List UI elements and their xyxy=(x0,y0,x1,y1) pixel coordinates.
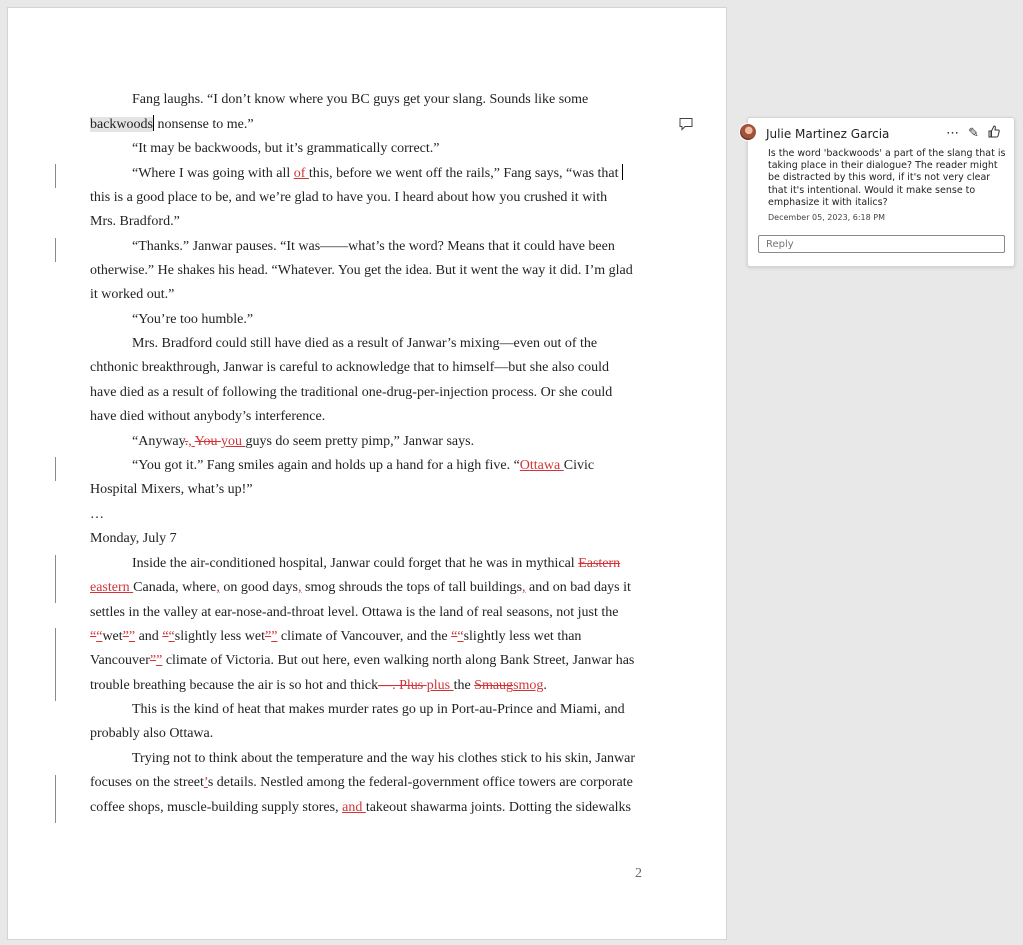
document-line[interactable] xyxy=(132,238,615,256)
reply-input[interactable] xyxy=(758,235,1005,253)
tracked-deletion: You xyxy=(194,434,221,449)
comment-text: Is the word 'backwoods' a part of the slang that is taking place in their dialogue? The reader might be distracted by this word, if it's not very clear that it's intentional. Would it make sense to emphasize it with italics? xyxy=(768,148,1006,208)
text-run: the xyxy=(453,678,475,693)
document-line[interactable] xyxy=(90,774,633,792)
text-run: and on bad days it xyxy=(525,580,631,595)
text-run: and xyxy=(135,629,163,644)
text-run: this, before we went off the rails,” Fang says, “was that xyxy=(308,166,623,181)
text-run: settles in the valley at ear-nose-and-throat level. Ottawa is the land of real seasons, not just the xyxy=(90,605,619,620)
tracked-insertion: ” xyxy=(128,629,136,644)
tracked-deletion: “ xyxy=(451,629,458,644)
text-run: Fang laughs. “I don’t know where you BC guys get your slang. Sounds like some xyxy=(132,92,589,107)
document-page[interactable] xyxy=(8,8,726,939)
tracked-insertion: ” xyxy=(271,629,278,644)
tracked-deletion: ” xyxy=(122,629,129,644)
text-run: coffee shops, muscle-building supply stores, xyxy=(90,800,343,815)
text-run: nonsense to me.” xyxy=(154,117,254,132)
text-run: Trying not to think about the temperature and the way his clothes stick to his skin, Janwar xyxy=(132,751,636,766)
text-run: Vancouver xyxy=(90,653,150,668)
document-line[interactable] xyxy=(132,750,635,768)
comment-actions xyxy=(946,125,1000,142)
text-run: Canada, where xyxy=(133,580,217,595)
text-run: takeout shawarma joints. Dotting the sidewalks xyxy=(365,800,632,815)
page-number: 2 xyxy=(635,866,642,881)
text-run: climate of Vancouver, and the xyxy=(277,629,452,644)
tracked-insertion: you xyxy=(220,434,246,449)
tracked-insertion: , xyxy=(522,580,526,595)
avatar xyxy=(740,124,756,140)
text-run: Mrs. Bradford.” xyxy=(90,214,180,229)
text-run: “Where I was going with all xyxy=(132,166,294,181)
text-run: Monday, July 7 xyxy=(90,531,177,546)
text-run: focuses on the street xyxy=(90,775,204,790)
text-run: have died as a result of following the traditional one-drug-per-injection process. Or she could xyxy=(90,385,613,400)
document-line[interactable] xyxy=(90,359,609,377)
text-run: slightly less wet than xyxy=(463,629,582,644)
text-run: on good days xyxy=(219,580,299,595)
text-cursor xyxy=(622,164,623,180)
text-run: otherwise.” He shakes his head. “Whatever. You get the idea. But it went the way it did. I’m glad xyxy=(90,263,633,278)
more-options-icon[interactable]: ⋯ xyxy=(946,125,960,141)
like-icon[interactable] xyxy=(988,125,1000,142)
document-line[interactable] xyxy=(90,115,254,134)
text-run: “You got it.” Fang smiles again and holds up a hand for a high five. “ xyxy=(132,458,520,473)
edit-icon[interactable]: ✎ xyxy=(968,125,979,141)
text-run: guys do seem pretty pimp,” Janwar says. xyxy=(245,434,475,449)
tracked-insertion: “ xyxy=(96,629,103,644)
document-line[interactable] xyxy=(132,140,440,158)
text-run: Civic xyxy=(563,458,595,473)
text-run: chthonic breakthrough, Janwar is careful to acknowledge that to himself—but she also could xyxy=(90,360,610,375)
document-line[interactable] xyxy=(90,506,104,524)
text-run: … xyxy=(90,507,104,522)
document-line[interactable] xyxy=(90,189,607,207)
text-run: smog shrouds the tops of tall buildings xyxy=(301,580,523,595)
text-run: This is the kind of heat that makes murder rates go up in Port-au-Prince and Miami, and xyxy=(132,702,625,717)
tracked-insertion: , xyxy=(298,580,302,595)
document-line[interactable] xyxy=(132,164,623,183)
tracked-deletion: Smaug xyxy=(474,678,514,693)
tracked-insertion: Ottawa xyxy=(519,458,564,473)
document-line[interactable] xyxy=(90,408,325,426)
text-run: slightly less wet xyxy=(174,629,265,644)
text-run: probably also Ottawa. xyxy=(90,726,214,741)
document-line[interactable] xyxy=(90,530,177,548)
text-run: Hospital Mixers, what’s up!” xyxy=(90,482,253,497)
tracked-insertion: plus xyxy=(426,678,454,693)
comment-timestamp: December 05, 2023, 6:18 PM xyxy=(768,213,885,222)
change-bar xyxy=(55,555,56,603)
document-line[interactable] xyxy=(90,262,633,280)
change-bar xyxy=(55,775,56,823)
text-run: have died without anybody’s interference. xyxy=(90,409,326,424)
document-line[interactable] xyxy=(90,628,581,646)
text-run: wet xyxy=(102,629,123,644)
comment-author: Julie Martinez Garcia xyxy=(766,127,890,141)
document-line[interactable] xyxy=(132,457,594,475)
document-line[interactable] xyxy=(90,799,631,817)
tracked-insertion: eastern xyxy=(90,580,134,595)
text-run: this is a good place to be, and we’re glad to have you. I heard about how you crushed it with xyxy=(90,190,608,205)
text-run: Inside the air-conditioned hospital, Janwar could forget that he was in mythical xyxy=(132,556,579,571)
text-run: . xyxy=(543,678,547,693)
text-run: trouble breathing because the air is so hot and thick xyxy=(90,678,379,693)
tracked-deletion: “ xyxy=(162,629,169,644)
comment-card[interactable] xyxy=(747,117,1015,267)
document-line[interactable] xyxy=(132,555,620,573)
document-line[interactable] xyxy=(132,701,625,719)
tracked-deletion: —. Plus xyxy=(378,678,427,693)
tracked-insertion: ’ xyxy=(203,775,208,790)
document-line[interactable] xyxy=(90,579,631,597)
tracked-deletion: . xyxy=(184,434,189,449)
commented-text: backwoods xyxy=(90,117,153,132)
text-run: it worked out.” xyxy=(90,287,175,302)
change-bar xyxy=(55,238,56,262)
tracked-insertion: and xyxy=(342,800,366,815)
document-line[interactable] xyxy=(90,677,547,695)
text-run: s details. Nestled among the federal-government office towers are corporate xyxy=(207,775,633,790)
document-line[interactable] xyxy=(132,433,474,451)
tracked-deletion: ” xyxy=(264,629,272,644)
text-run: Mrs. Bradford could still have died as a result of Janwar’s mixing—even out of the xyxy=(132,336,598,351)
text-run: climate of Victoria. But out here, even walking north along Bank Street, Janwar has xyxy=(162,653,635,668)
text-run: “It may be backwoods, but it’s grammatically correct.” xyxy=(132,141,440,156)
tracked-deletion: ” xyxy=(149,653,157,668)
change-bar xyxy=(55,457,56,481)
change-bar xyxy=(55,628,56,701)
document-line[interactable] xyxy=(90,604,618,622)
change-bar xyxy=(55,164,56,188)
document-line[interactable] xyxy=(90,725,213,743)
tracked-insertion: ” xyxy=(156,653,163,668)
text-run: “Anyway xyxy=(132,434,185,449)
document-line[interactable] xyxy=(90,652,634,670)
comment-marker-icon[interactable] xyxy=(678,116,694,132)
tracked-insertion: , xyxy=(188,434,195,449)
document-line[interactable] xyxy=(132,311,253,329)
tracked-deletion: Eastern xyxy=(578,556,621,571)
tracked-insertion: smog xyxy=(513,678,544,693)
tracked-insertion: , xyxy=(216,580,220,595)
document-line[interactable] xyxy=(132,335,597,353)
tracked-insertion: “ xyxy=(457,629,464,644)
document-line[interactable] xyxy=(90,213,180,231)
document-line[interactable] xyxy=(90,384,612,402)
text-run: “You’re too humble.” xyxy=(132,312,254,327)
tracked-deletion: “ xyxy=(90,629,97,644)
document-line[interactable] xyxy=(90,286,174,304)
document-line[interactable] xyxy=(132,91,588,109)
tracked-insertion: of xyxy=(293,166,309,181)
tracked-insertion: “ xyxy=(168,629,175,644)
text-run: “Thanks.” Janwar pauses. “It was——what’s the word? Means that it could have been xyxy=(132,239,615,254)
document-line[interactable] xyxy=(90,481,253,499)
